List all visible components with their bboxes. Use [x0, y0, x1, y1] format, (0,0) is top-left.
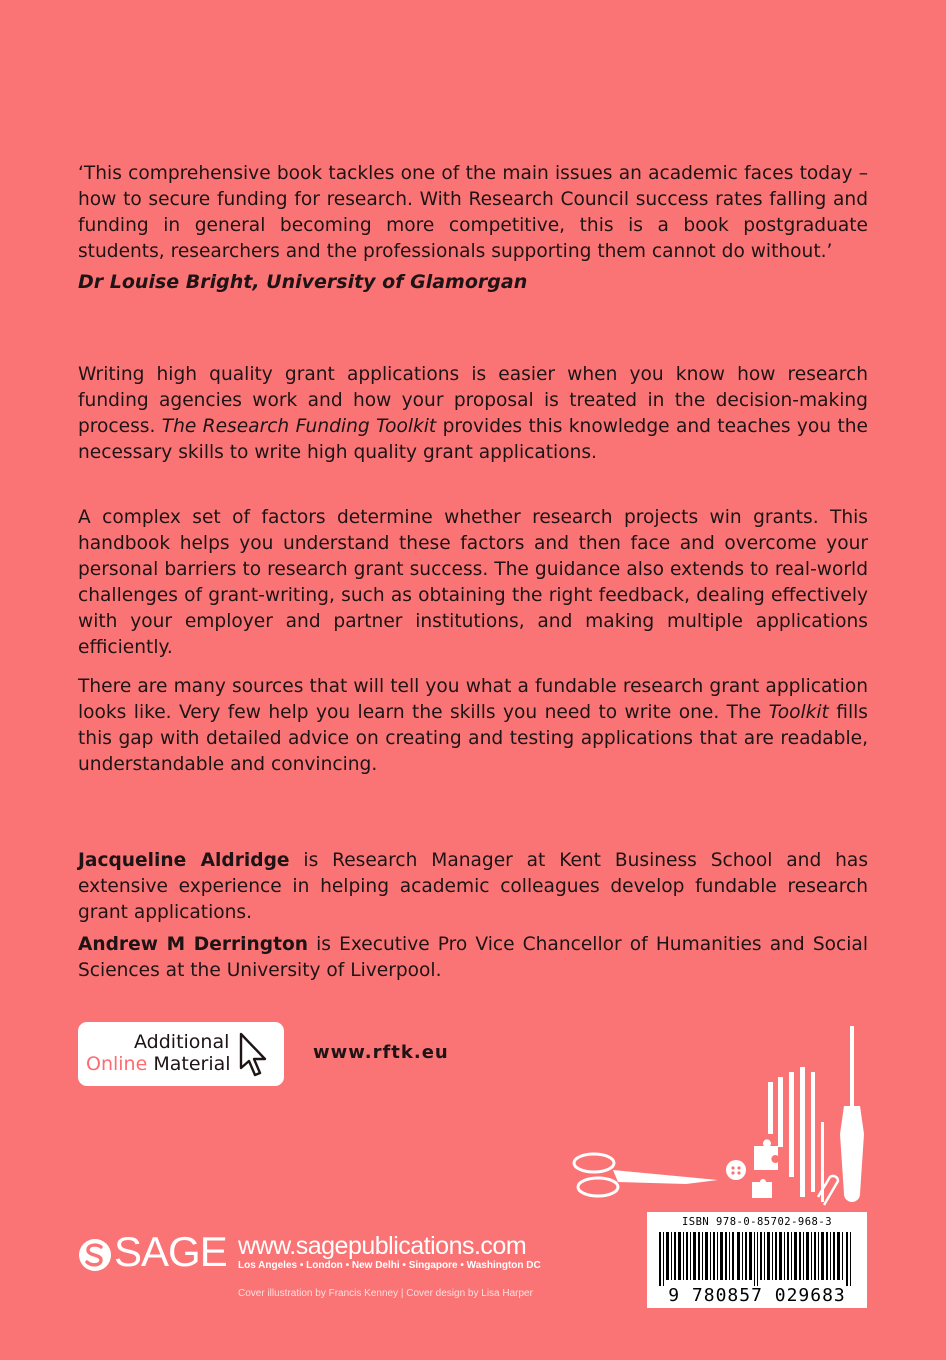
- isbn-label: ISBN 978-0-85702-968-3: [681, 1216, 833, 1228]
- author-bio-text: is Executive Pro Vice Chancellor of Humanities and Social Sciences at the University of Liverpool.: [78, 934, 868, 981]
- endorsement-quote: [78, 161, 868, 265]
- publisher-cities: Los Angeles • London • New Delhi • Singapore • Washington DC: [238, 1260, 541, 1271]
- screwdriver-shaft: [850, 1026, 854, 1106]
- drill-bit: [811, 1072, 815, 1192]
- description-paragraph-1: [78, 362, 868, 466]
- publisher-name: SAGE: [114, 1228, 227, 1275]
- screwdriver-handle: [840, 1106, 864, 1202]
- toolkit-title: Toolkit: [768, 702, 829, 723]
- p3-pre: There are many sources that will tell you what a fundable research grant application looks like. Very few help you learn the skills you need to write one. The: [78, 676, 868, 723]
- website-link[interactable]: www.rftk.eu: [313, 1042, 449, 1063]
- online-material-line1: Additional: [134, 1031, 230, 1053]
- online-material-line2: [86, 1053, 231, 1075]
- description-paragraph-2: [78, 505, 868, 661]
- quote-attribution: Dr Louise Bright, University of Glamorgan: [78, 271, 528, 293]
- description-paragraph-3: [78, 674, 868, 778]
- p1-pre: Writing high quality grant applications is easier when you know how research funding agencies work and how your proposal is treated in the decision-making process.: [78, 364, 868, 437]
- cursor-arrow-icon: [238, 1032, 268, 1078]
- online-material-badge: [78, 1022, 284, 1086]
- drill-bit: [789, 1072, 794, 1177]
- online-word: Online: [86, 1053, 148, 1075]
- publisher-url[interactable]: www.sagepublications.com: [238, 1232, 527, 1260]
- scissors-handle-1: [574, 1154, 614, 1172]
- author-name: Jacqueline Aldridge: [78, 850, 290, 871]
- p2-text: A complex set of factors determine whether research projects win grants. This handbook helps you understand these factors and then face and overcome your personal barriers to research grant success. The guidance also extends to real-world challenges of grant-writing, such as obtaining the right feedback, dealing effectively with your employer and partner institutions, and making multiple applications efficiently.: [78, 507, 868, 658]
- button-icon: [726, 1160, 746, 1180]
- p1-post: provides this knowledge and teaches you the necessary skills to write high quality grant applications.: [78, 416, 868, 463]
- drill-bit: [768, 1082, 773, 1134]
- barcode-bars: [657, 1232, 857, 1286]
- author-bio-2: [78, 932, 868, 984]
- quote-text: ‘This comprehensive book tackles one of the main issues an academic faces today – how to secure funding for research. With Research Council success rates falling and funding in general becoming more competitive, this is a book postgraduate students, researchers and the professionals supporting them cannot do without.’: [78, 163, 868, 262]
- author-bio-1: [78, 848, 868, 926]
- drill-bit: [800, 1067, 805, 1197]
- drill-bit: [778, 1077, 783, 1147]
- sage-logo-icon: [78, 1237, 112, 1273]
- material-word: Material: [147, 1053, 231, 1075]
- scissors-handle-2: [578, 1178, 618, 1196]
- author-name: Andrew M Derrington: [78, 934, 308, 955]
- puzzle-piece-icon: [754, 1139, 778, 1170]
- scissors-blades: [613, 1170, 718, 1184]
- barcode-number: 9 780857 029683: [668, 1285, 846, 1306]
- tools-illustration: [568, 1022, 868, 1212]
- author-bio-text: is Research Manager at Kent Business School and has extensive experience in helping academic colleagues develop fundable research grant applications.: [78, 850, 869, 923]
- isbn-barcode: [647, 1212, 867, 1308]
- cover-credits: Cover illustration by Francis Kenney | Cover design by Lisa Harper: [238, 1288, 533, 1299]
- book-title: The Research Funding Toolkit: [161, 416, 437, 437]
- puzzle-piece-icon-2: [752, 1179, 772, 1198]
- p3-post: fills this gap with detailed advice on creating and testing applications that are readable, understandable and convincing.: [78, 702, 868, 775]
